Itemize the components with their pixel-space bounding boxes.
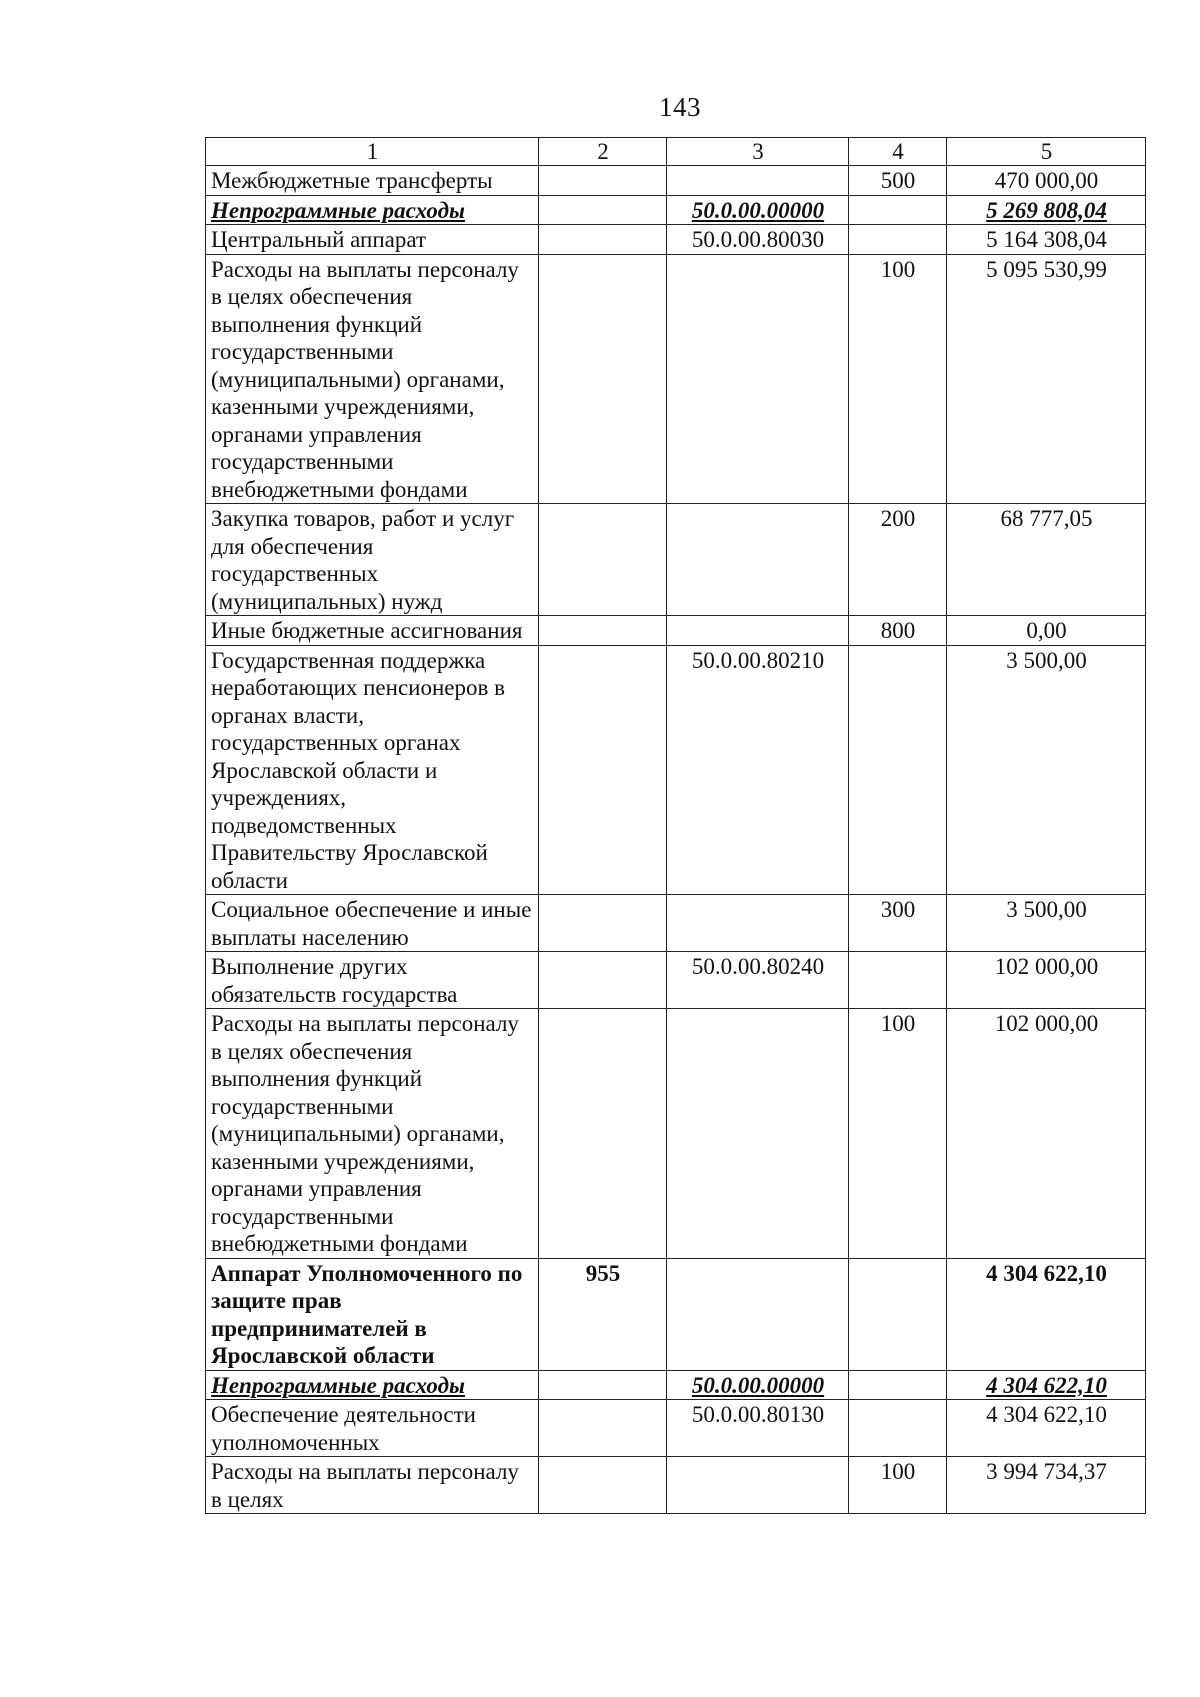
row-amount: 102 000,00 [947, 952, 1146, 1009]
row-amount: 4 304 622,10 [947, 1370, 1146, 1400]
row-col-4: 100 [849, 1457, 947, 1514]
row-amount: 68 777,05 [947, 504, 1146, 616]
row-name: Закупка товаров, работ и услуг для обеспечения государственных (муниципальных) нужд [206, 504, 539, 616]
row-col-4: 300 [849, 895, 947, 952]
row-col-3 [667, 1258, 849, 1370]
row-col-2 [539, 504, 667, 616]
row-amount: 4 304 622,10 [947, 1400, 1146, 1457]
row-col-3: 50.0.00.00000 [667, 1370, 849, 1400]
table-row [206, 166, 1146, 196]
row-col-2 [539, 166, 667, 196]
header-cell-2: 2 [539, 138, 667, 166]
row-col-2 [539, 645, 667, 895]
row-name: Иные бюджетные ассигнования [206, 616, 539, 646]
table-row [206, 1370, 1146, 1400]
row-name [206, 195, 539, 225]
row-amount: 5 164 308,04 [947, 225, 1146, 255]
row-name: Государственная поддержка неработающих пенсионеров в органах власти, государственных органах Ярославской области и учреждениях, подведомственных Правительству Ярославской области [206, 645, 539, 895]
row-col-4 [849, 225, 947, 255]
header-cell-5: 5 [947, 138, 1146, 166]
row-col-2 [539, 895, 667, 952]
row-col-2 [539, 616, 667, 646]
row-amount: 470 000,00 [947, 166, 1146, 196]
row-name: Центральный аппарат [206, 225, 539, 255]
row-col-2 [539, 225, 667, 255]
row-col-3: 50.0.00.80130 [667, 1400, 849, 1457]
row-col-4: 200 [849, 504, 947, 616]
row-col-4 [849, 195, 947, 225]
row-col-3 [667, 504, 849, 616]
row-col-4: 100 [849, 1009, 947, 1259]
header-cell-1: 1 [206, 138, 539, 166]
table-row [206, 895, 1146, 952]
row-name-text: Непрограммные расходы [211, 197, 465, 223]
table-row [206, 1258, 1146, 1370]
row-col-4: 100 [849, 254, 947, 504]
row-col-4 [849, 1370, 947, 1400]
row-col-3 [667, 1457, 849, 1514]
row-name-text: Непрограммные расходы [211, 1372, 465, 1398]
row-col-2 [539, 1400, 667, 1457]
row-name: Межбюджетные трансферты [206, 166, 539, 196]
row-col-2 [539, 1370, 667, 1400]
row-col-3: 50.0.00.80030 [667, 225, 849, 255]
row-col-3: 50.0.00.80240 [667, 952, 849, 1009]
row-amount: 0,00 [947, 616, 1146, 646]
header-cell-4: 4 [849, 138, 947, 166]
row-col-4: 500 [849, 166, 947, 196]
row-col-3: 50.0.00.80210 [667, 645, 849, 895]
row-col-2 [539, 195, 667, 225]
row-col-3 [667, 616, 849, 646]
row-col-4: 800 [849, 616, 947, 646]
row-name: Аппарат Уполномоченного по защите прав предпринимателей в Ярославской области [206, 1258, 539, 1370]
table-row [206, 1400, 1146, 1457]
row-name: Расходы на выплаты персоналу в целях обеспечения выполнения функций государственными (муниципальными) органами, казенными учреждениями, органами управления государственными внебюджетными фондами [206, 1009, 539, 1259]
table-row [206, 616, 1146, 646]
header-cell-3: 3 [667, 138, 849, 166]
row-col-2: 955 [539, 1258, 667, 1370]
table-row [206, 645, 1146, 895]
row-name: Социальное обеспечение и иные выплаты населению [206, 895, 539, 952]
budget-table [205, 137, 1146, 1514]
row-amount: 4 304 622,10 [947, 1258, 1146, 1370]
page-number: 143 [659, 92, 701, 122]
table-row [206, 225, 1146, 255]
table-header-row [206, 138, 1146, 166]
row-col-2 [539, 1457, 667, 1514]
row-amount: 3 500,00 [947, 895, 1146, 952]
table-row [206, 504, 1146, 616]
row-name: Выполнение других обязательств государства [206, 952, 539, 1009]
row-col-2 [539, 254, 667, 504]
row-col-3 [667, 1009, 849, 1259]
table-row [206, 952, 1146, 1009]
row-col-4 [849, 1258, 947, 1370]
row-amount: 5 269 808,04 [947, 195, 1146, 225]
row-col-4 [849, 952, 947, 1009]
row-amount: 5 095 530,99 [947, 254, 1146, 504]
table-row [206, 254, 1146, 504]
row-col-3: 50.0.00.00000 [667, 195, 849, 225]
row-amount: 3 500,00 [947, 645, 1146, 895]
row-amount: 102 000,00 [947, 1009, 1146, 1259]
row-col-3 [667, 895, 849, 952]
table-row [206, 195, 1146, 225]
row-col-2 [539, 952, 667, 1009]
row-col-3 [667, 254, 849, 504]
row-name: Обеспечение деятельности уполномоченных [206, 1400, 539, 1457]
table-row [206, 1009, 1146, 1259]
row-amount: 3 994 734,37 [947, 1457, 1146, 1514]
row-col-4 [849, 645, 947, 895]
row-name: Расходы на выплаты персоналу в целях обеспечения выполнения функций государственными (муниципальными) органами, казенными учреждениями, органами управления государственными внебюджетными фондами [206, 254, 539, 504]
row-name [206, 1370, 539, 1400]
row-col-4 [849, 1400, 947, 1457]
row-col-3 [667, 166, 849, 196]
table-row [206, 1457, 1146, 1514]
row-col-2 [539, 1009, 667, 1259]
row-name: Расходы на выплаты персоналу в целях [206, 1457, 539, 1514]
